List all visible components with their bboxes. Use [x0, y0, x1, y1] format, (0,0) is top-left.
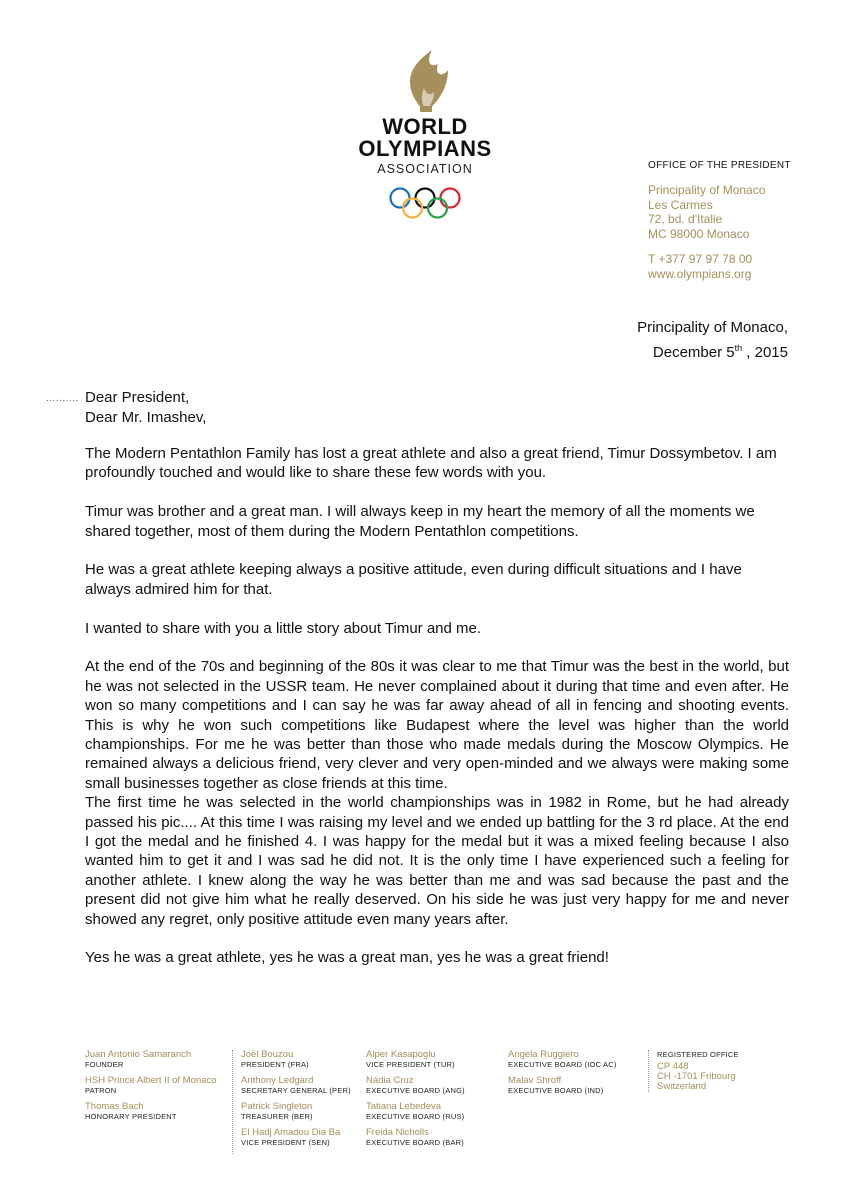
- footer-entry: [508, 1076, 617, 1096]
- member-name: Patrick Singleton: [241, 1101, 313, 1112]
- registered-line: Switzerland: [657, 1081, 707, 1092]
- logo-olympians: OLYMPIANS: [358, 136, 492, 161]
- letter-place: Principality of Monaco,: [637, 319, 788, 336]
- website-link: www.olympians.org: [648, 267, 752, 281]
- member-role: PATRON: [85, 1086, 117, 1095]
- member-role: SECRETARY GENERAL (PER): [241, 1086, 351, 1095]
- salutation: [85, 388, 206, 428]
- paragraph: He was a great athlete keeping always a positive attitude, even during difficult situations and I have always admired him for that.: [85, 561, 742, 598]
- registered-label: REGISTERED OFFICE: [657, 1050, 739, 1059]
- flame-icon: [396, 48, 456, 114]
- salutation-line: Dear Mr. Imashev,: [85, 409, 207, 426]
- member-role: EXECUTIVE BOARD (RUS): [366, 1112, 465, 1121]
- member-name: Tatiana Lebedeva: [366, 1101, 442, 1112]
- member-name: HSH Prince Albert II of Monaco: [85, 1075, 217, 1086]
- paragraph: Timur was brother and a great man. I will always keep in my heart the memory of all the moments we shared together, most of them during the Modern Pentathlon competitions.: [85, 503, 755, 540]
- member-role: VICE PRESIDENT (SEN): [241, 1138, 330, 1147]
- registered-line: CP 448: [657, 1061, 689, 1072]
- date-prefix: December 5: [652, 344, 735, 361]
- member-role: EXECUTIVE BOARD (IOC AC): [508, 1060, 617, 1069]
- place-date: [637, 318, 788, 363]
- wolympians-logo: [340, 48, 510, 228]
- member-role: HONORARY PRESIDENT: [85, 1112, 177, 1121]
- member-name: Joël Bouzou: [241, 1049, 294, 1060]
- registered-line: CH -1701 Fribourg: [657, 1071, 736, 1082]
- date-suffix: , 2015: [742, 344, 788, 361]
- member-name: Nádia Cruz: [366, 1075, 414, 1086]
- letter-body: [85, 444, 789, 987]
- footer-entry: [241, 1050, 351, 1070]
- letterhead-address: [648, 183, 765, 241]
- footer-entry: [241, 1076, 351, 1096]
- footer-entry: [241, 1128, 351, 1148]
- member-role: PRESIDENT (FRA): [241, 1060, 309, 1069]
- logo-world: WORLD: [382, 114, 468, 139]
- paragraph: The first time he was selected in the world championships was in 1982 in Rome, but he had already passed his pic.... At this time I was raising my level and we ended up battling for the 3 rd place. At the end I got the medal and he finished 4. I was happy for the medal but it was a mixed feeling because I also wanted him to get it and I was sad he did not. It is the only time I have experienced such a feeling for another athlete. I knew along the way he was better than me and was sad because the past and the present did not give him what he really deserved. On his side he was just very happy for me and never showed any regret, only positive attitude even many years after.: [85, 794, 789, 928]
- footer-entry: [366, 1128, 465, 1148]
- date-sup: th: [734, 343, 743, 353]
- footer-registered-office: [648, 1050, 739, 1092]
- address-line: 72, bd. d'Italie: [648, 212, 723, 226]
- address-line: Les Carmes: [648, 197, 713, 212]
- member-name: Alper Kasapoglu: [366, 1049, 436, 1060]
- member-role: EXECUTIVE BOARD (ANG): [366, 1086, 465, 1095]
- footer-entry: [85, 1102, 216, 1122]
- member-name: El Hadj Amadou Dia Ba: [241, 1127, 341, 1138]
- paragraph: At the end of the 70s and beginning of the 80s it was clear to me that Timur was the best in the world, but he was not selected in the USSR team. He never complained about it during that time and even after. He won so many competitions and I can say he was far away ahead of all in fencing and shooting events. This is why he won such competitions like Budapest where the level was higher than the world championships. For me he was better than those who made medals during the Moscow Olympics. He remained always a delicious friend, very clever and very open-minded and we always were making some small businesses together as close friends at this time.: [85, 658, 789, 792]
- member-name: Angela Ruggiero: [508, 1049, 579, 1060]
- footer-column-founders: [85, 1050, 216, 1128]
- footer-entry: [508, 1050, 617, 1070]
- member-role: VICE PRESIDENT (TUR): [366, 1060, 455, 1069]
- member-role: EXECUTIVE BOARD (IND): [508, 1086, 604, 1095]
- member-name: Malav Shroff: [508, 1075, 562, 1086]
- member-name: Juan Antonio Samaranch: [85, 1049, 192, 1060]
- footer-entry: [85, 1050, 216, 1070]
- member-name: Freida Nicholls: [366, 1127, 429, 1138]
- letter-date: [637, 338, 788, 363]
- office-of-president: OFFICE OF THE PRESIDENT: [648, 160, 791, 171]
- salutation-line: Dear President,: [85, 389, 190, 406]
- footer-column-officers: [232, 1050, 351, 1154]
- member-role: EXECUTIVE BOARD (BAR): [366, 1138, 464, 1147]
- paragraph: I wanted to share with you a little story about Timur and me.: [85, 619, 482, 637]
- paragraph: Yes he was a great athlete, yes he was a great man, yes he was a great friend!: [85, 949, 609, 967]
- member-role: FOUNDER: [85, 1060, 124, 1069]
- member-role: TREASURER (BER): [241, 1112, 313, 1121]
- footer-entry: [241, 1102, 351, 1122]
- footer-entry: [366, 1076, 465, 1096]
- address-line: Principality of Monaco: [648, 183, 766, 197]
- olympic-rings-icon: [388, 186, 462, 220]
- footer-entry: [366, 1102, 465, 1122]
- footer-entry: [366, 1050, 465, 1070]
- paragraph: The Modern Pentathlon Family has lost a great athlete and also a great friend, Timur Dossymbetov. I am profoundly touched and would like to share these few words with you.: [85, 445, 777, 482]
- letterhead-contact: [648, 252, 752, 282]
- logo-association: ASSOCIATION: [377, 162, 473, 176]
- address-line: MC 98000 Monaco: [648, 226, 750, 241]
- phone-number: T +377 97 97 78 00: [648, 252, 753, 266]
- member-name: Thomas Bach: [85, 1101, 144, 1112]
- footer-entry: [85, 1076, 216, 1096]
- member-name: Anthony Ledgard: [241, 1075, 314, 1086]
- fold-mark: ..........: [46, 393, 79, 404]
- footer-column-board: [366, 1050, 465, 1154]
- footer-column-board-2: [508, 1050, 617, 1102]
